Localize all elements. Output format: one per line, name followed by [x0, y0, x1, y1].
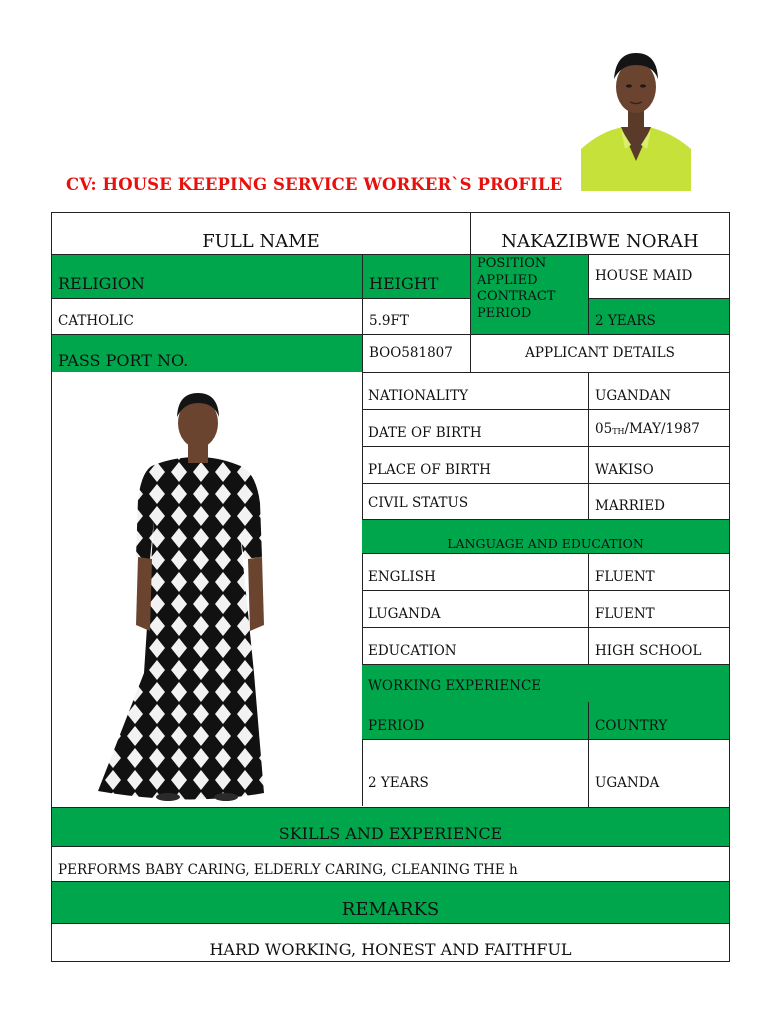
english-label: ENGLISH: [362, 553, 588, 590]
dob-value: [588, 409, 729, 446]
country-value: UGANDA: [588, 739, 729, 807]
full-name-label: FULL NAME: [202, 231, 320, 253]
education-label: EDUCATION: [362, 627, 588, 664]
full-body-photo: [58, 373, 340, 805]
position-applied-value: HOUSE MAID: [588, 254, 729, 298]
luganda-value: FLUENT: [588, 590, 729, 627]
religion-label: RELIGION: [52, 254, 362, 298]
page-title: CV: HOUSE KEEPING SERVICE WORKER`S PROFILE: [66, 175, 563, 194]
passport-label: PASS PORT NO.: [52, 334, 362, 372]
remarks-text: HARD WORKING, HONEST AND FAITHFUL: [52, 923, 729, 961]
period-label: PERIOD: [362, 702, 588, 739]
language-education-heading: LANGUAGE AND EDUCATION: [362, 519, 729, 553]
remarks-heading: REMARKS: [52, 881, 729, 923]
skills-heading: SKILLS AND EXPERIENCE: [52, 807, 729, 846]
dob-label: DATE OF BIRTH: [362, 409, 588, 446]
education-value: HIGH SCHOOL: [588, 627, 729, 664]
pob-value: WAKISO: [588, 446, 729, 483]
applicant-details-heading: APPLICANT DETAILS: [470, 334, 729, 372]
dob-rest: /MAY/1987: [624, 421, 700, 438]
religion-value: CATHOLIC: [52, 298, 362, 334]
luganda-label: LUGANDA: [362, 590, 588, 627]
pob-label: PLACE OF BIRTH: [362, 446, 588, 483]
height-label: HEIGHT: [362, 254, 470, 298]
contract-period-value: 2 YEARS: [588, 298, 729, 334]
english-value: FLUENT: [588, 553, 729, 590]
dob-suffix: TH: [612, 427, 625, 437]
passport-value: BOO581807: [362, 334, 470, 372]
dob-day: 05: [595, 421, 613, 438]
position-applied-label: POSITION APPLIED CONTRACT PERIOD: [470, 254, 588, 334]
headshot-photo: [581, 49, 691, 191]
nationality-value: UGANDAN: [588, 372, 729, 409]
country-label: COUNTRY: [588, 702, 729, 739]
civil-status-label: CIVIL STATUS: [362, 483, 588, 519]
nationality-label: NATIONALITY: [362, 372, 588, 409]
full-name-value: NAKAZIBWE NORAH: [470, 213, 729, 255]
skills-text: PERFORMS BABY CARING, ELDERLY CARING, CLEANING THE h: [52, 846, 729, 881]
height-value: 5.9FT: [362, 298, 470, 334]
civil-status-value: MARRIED: [588, 483, 729, 519]
working-experience-heading: WORKING EXPERIENCE: [362, 664, 729, 702]
period-value: 2 YEARS: [362, 739, 588, 807]
